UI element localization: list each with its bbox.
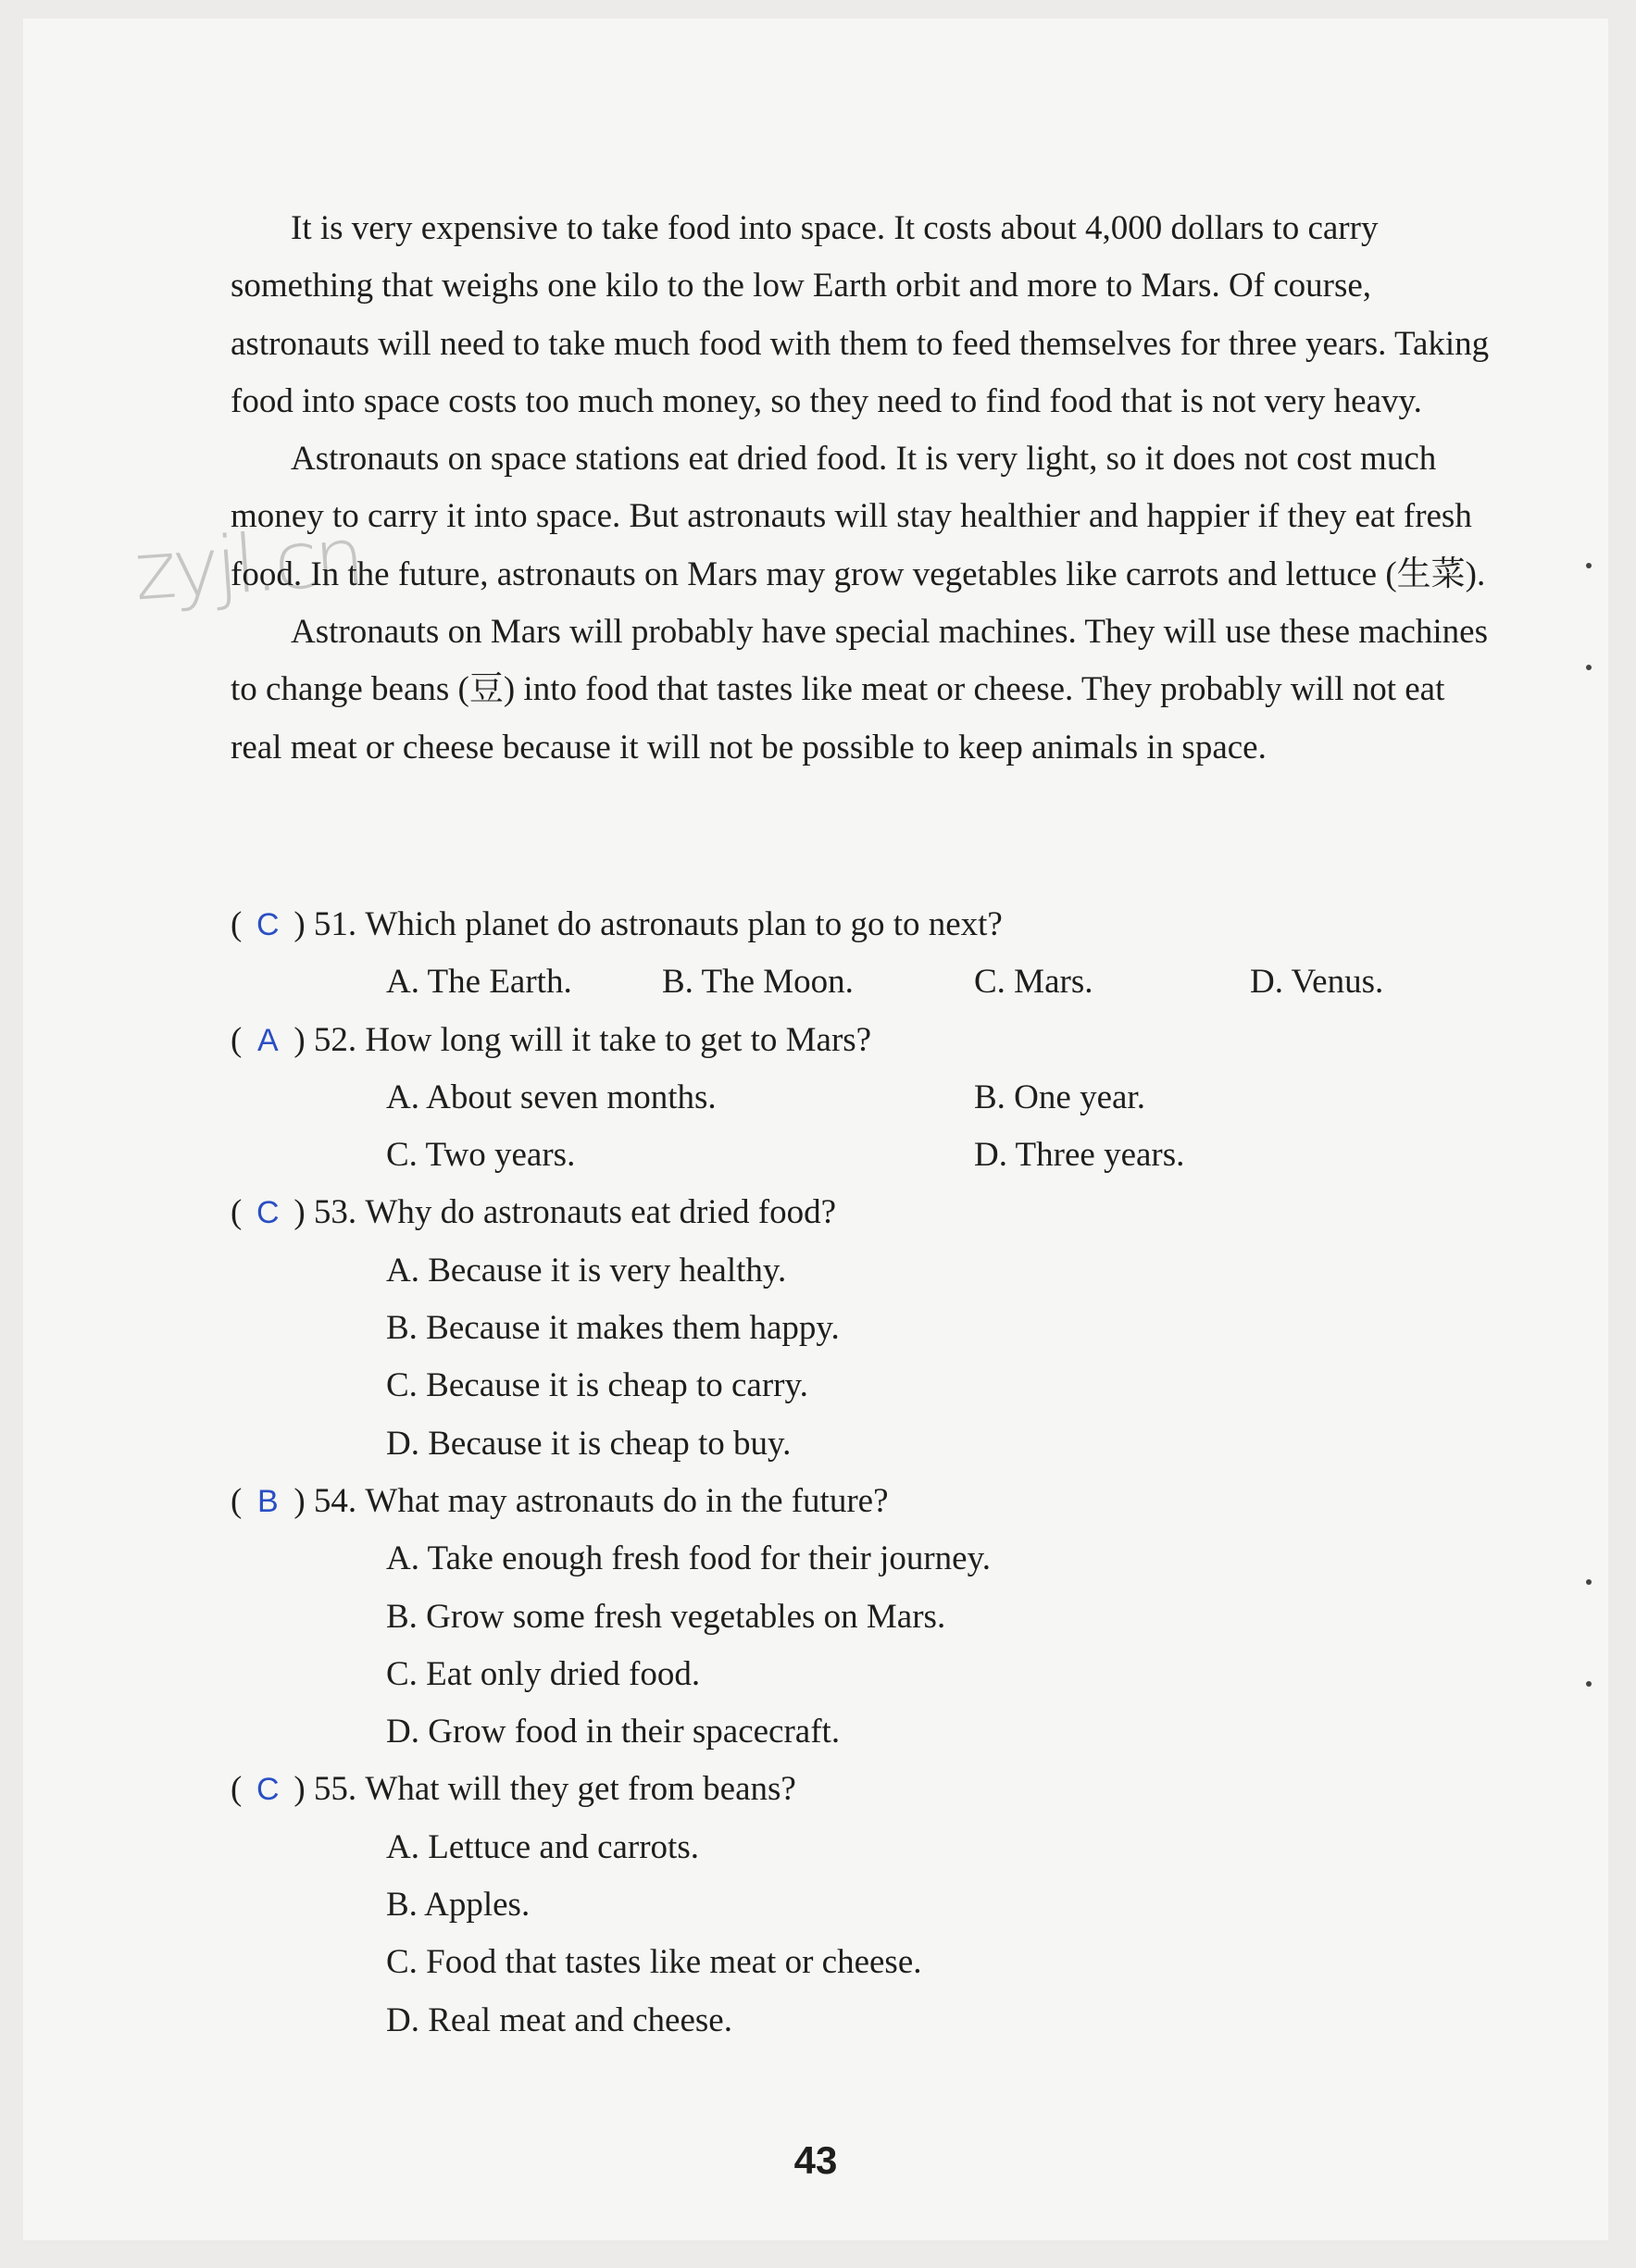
answer-mark: C (256, 1772, 280, 1808)
question-54: ( B ) 54. What may astronauts do in the future? A. Take enough fresh food for their journey. B. Grow some fresh vegetables on Mars. C. Eat only dried food. D. Grow food in their spacecraft. (231, 1473, 1490, 1761)
option-b: B. The Moon. (662, 963, 854, 1002)
option-b: B. One year. (974, 1078, 1145, 1116)
page (23, 19, 1608, 2240)
option-a: A. The Earth. (386, 963, 572, 1002)
question-52: ( A ) 52. How long will it take to get to Mars? A. About seven months. B. One year. C. Two years. D. Three years. (231, 1012, 1490, 1185)
question-text: What will they get from beans? (365, 1770, 796, 1809)
question-text: What may astronauts do in the future? (365, 1481, 889, 1520)
option-b: B. Apples. (386, 1886, 531, 1925)
passage-paragraph: It is very expensive to take food into space. It costs about 4,000 dollars to carry something that weighs one kilo to the low Earth orbit and more to Mars. Of course, astronauts will need to take much food with them to feed themselves for three years. Taking food into space costs too much money, so they need to find food that is not very heavy. (231, 209, 1490, 420)
margin-dot (1586, 1579, 1592, 1585)
answer-mark: A (256, 1022, 279, 1058)
option-c: C. Two years. (386, 1136, 576, 1175)
question-number: 52. (313, 1020, 357, 1059)
watermark: zyjl.cn (131, 510, 365, 619)
margin-dot (1586, 665, 1592, 670)
question-number: 54. (313, 1481, 357, 1520)
question-text: Which planet do astronauts plan to go to next? (365, 905, 1003, 943)
option-a: A. Because it is very healthy. (386, 1251, 787, 1290)
question-text: Why do astronauts eat dried food? (365, 1193, 836, 1232)
option-c: C. Mars. (974, 963, 1093, 1002)
option-d: D. Three years. (974, 1136, 1185, 1175)
option-d: D. Because it is cheap to buy. (386, 1424, 792, 1463)
option-d: D. Grow food in their spacecraft. (386, 1713, 841, 1751)
margin-dot (1586, 563, 1592, 568)
option-c: C. Food that tastes like meat or cheese. (386, 1943, 922, 1982)
question-55: ( C ) 55. What will they get from beans? A. Lettuce and carrots. B. Apples. C. Food that tastes like meat or cheese. D. Real meat and cheese. (231, 1761, 1490, 2049)
question-number: 55. (313, 1770, 357, 1809)
question-number: 53. (313, 1193, 357, 1232)
answer-mark: C (256, 907, 280, 942)
option-a: A. About seven months. (386, 1078, 717, 1116)
question-text: How long will it take to get to Mars? (365, 1020, 872, 1059)
question-number: 51. (313, 905, 357, 943)
reading-passage (231, 200, 1490, 777)
passage-paragraph: Astronauts on space stations eat dried food. It is very light, so it does not cost much money to carry it into space. But astronauts will stay healthier and happier if they eat fresh food. In the future, astronauts on Mars may grow vegetables like carrots and lettuce (生菜). (231, 440, 1486, 593)
option-a: A. Lettuce and carrots. (386, 1827, 699, 1866)
question-list (231, 896, 1490, 2050)
option-b: B. Grow some fresh vegetables on Mars. (386, 1597, 946, 1636)
margin-dot (1586, 1681, 1592, 1687)
option-c: C. Because it is cheap to carry. (386, 1366, 808, 1405)
passage-paragraph: Astronauts on Mars will probably have special machines. They will use these machines to change beans (豆) into food that tastes like meat or cheese. They probably will not eat real meat or cheese because it will not be possible to keep animals in space. (231, 613, 1488, 766)
option-d: D. Real meat and cheese. (386, 2000, 732, 2039)
question-53: ( C ) 53. Why do astronauts eat dried food? A. Because it is very healthy. B. Because it makes them happy. C. Because it is cheap to carry. D. Because it is cheap to buy. (231, 1184, 1490, 1472)
option-a: A. Take enough fresh food for their journey. (386, 1539, 991, 1578)
option-c: C. Eat only dried food. (386, 1654, 701, 1693)
option-d: D. Venus. (1250, 963, 1384, 1002)
question-51: ( C ) 51. Which planet do astronauts plan to go to next? A. The Earth. B. The Moon. C. Mars. D. Venus. (231, 896, 1490, 1012)
page-number: 43 (793, 2138, 838, 2182)
option-b: B. Because it makes them happy. (386, 1309, 840, 1348)
answer-mark: B (256, 1483, 279, 1519)
answer-mark: C (256, 1195, 280, 1231)
